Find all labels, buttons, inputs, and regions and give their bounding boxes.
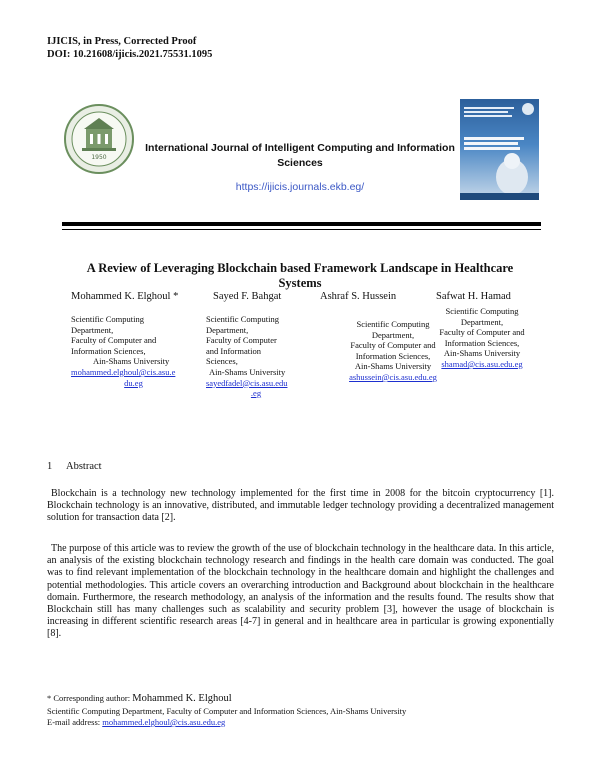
header-rule-thick	[62, 222, 541, 226]
author-affiliation-4: Scientific Computing Department, Faculty of Computer and Information Sciences, Ain-Shams University shamad@cis.asu.edu.eg	[425, 306, 539, 370]
header-rule-thin	[62, 229, 541, 230]
author-email-2[interactable]: sayedfadel@cis.asu.edu .eg	[206, 377, 288, 399]
author-name-3: Ashraf S. Hussein	[320, 291, 397, 302]
cover-icon	[460, 99, 539, 200]
author-name-2: Sayed F. Bahgat	[213, 291, 282, 302]
footnote-affiliation: Scientific Computing Department, Faculty of Computer and Information Sciences, Ain-Shams University	[47, 706, 407, 716]
journal-title	[136, 141, 464, 171]
paper-title-line1: A Review of Leveraging Blockchain based Framework Landscape in Healthcare	[86, 261, 514, 275]
journal-title-line2: Sciences	[277, 157, 323, 169]
paper-title	[40, 261, 560, 291]
author-email-1[interactable]: mohammed.elghoul@cis.asu.e du.eg	[71, 366, 176, 388]
section-heading-abstract: 1 Abstract	[47, 461, 102, 472]
university-logo	[64, 104, 134, 174]
author-email-4[interactable]: shamad@cis.asu.edu.eg	[441, 358, 523, 369]
journal-cover-image	[460, 99, 539, 200]
author-name-4: Safwat H. Hamad	[436, 291, 511, 302]
footnote-corresponding-author: * Corresponding author: Mohammed K. Elghoul	[47, 693, 232, 704]
university-seal-icon	[64, 104, 134, 174]
footnote-email-link[interactable]: mohammed.elghoul@cis.asu.edu.eg	[102, 717, 226, 727]
author-name-1: Mohammed K. Elghoul *	[71, 291, 179, 302]
footnote-email: E-mail address: mohammed.elghoul@cis.asu.edu.eg	[47, 717, 226, 727]
paper-title-line2: Systems	[278, 276, 322, 290]
author-affiliation-1: Scientific Computing Department, Faculty of Computer and Information Sciences, Ain-Shams University mohammed.elghoul@cis.asu.e du.eg	[71, 314, 196, 388]
journal-url-link[interactable]: https://ijicis.journals.ekb.eg/	[235, 181, 365, 193]
abstract-paragraph-1: Blockchain is a technology new technology implemented for the first time in 2008 for the bitcoin cryptocurrency [1]. Blockchain technology is an innovative, distributed, and immutable ledger technology providing a decentralized management solution for transaction data [2].	[47, 488, 554, 524]
author-email-3[interactable]: ashussein@cis.asu.edu.eg	[349, 371, 437, 382]
running-header-doi: DOI: 10.21608/ijicis.2021.75531.1095	[47, 49, 213, 60]
author-affiliation-2: Scientific Computing Department, Faculty of Computer and Information Sciences, Ain-Shams University sayedfadel@cis.asu.edu .eg	[206, 314, 306, 399]
journal-title-line1: International Journal of Intelligent Computing and Information	[145, 142, 455, 154]
running-header-journal: IJICIS, in Press, Corrected Proof	[47, 36, 197, 47]
abstract-paragraph-2: The purpose of this article was to review the growth of the use of blockchain technology in the healthcare data. In this article, an analysis of the existing blockchain technology research and findings in the health care domain was conducted. The goal was to find relevant implementation of the blockchain technology in the healthcare domain and highlight the challenges and potential methodologies. This article covers an overarching introduction and Background about blockchain in the healthcare domain. Furthermore, the research methodology, an analysis of the information and the results found. The results show that Blockchain still has many challenges such as scalability and security problem [3], however the usage of blockchain is increasing in different scientific research areas [4-7] in general and in healthcare area in particular is growing exponentially [8].	[47, 543, 554, 640]
author-affiliation-3: Scientific Computing Department, Faculty of Computer and Information Sciences, Ain-Shams University ashussein@cis.asu.edu.eg	[340, 319, 446, 383]
logo-year: 1950	[91, 154, 107, 161]
